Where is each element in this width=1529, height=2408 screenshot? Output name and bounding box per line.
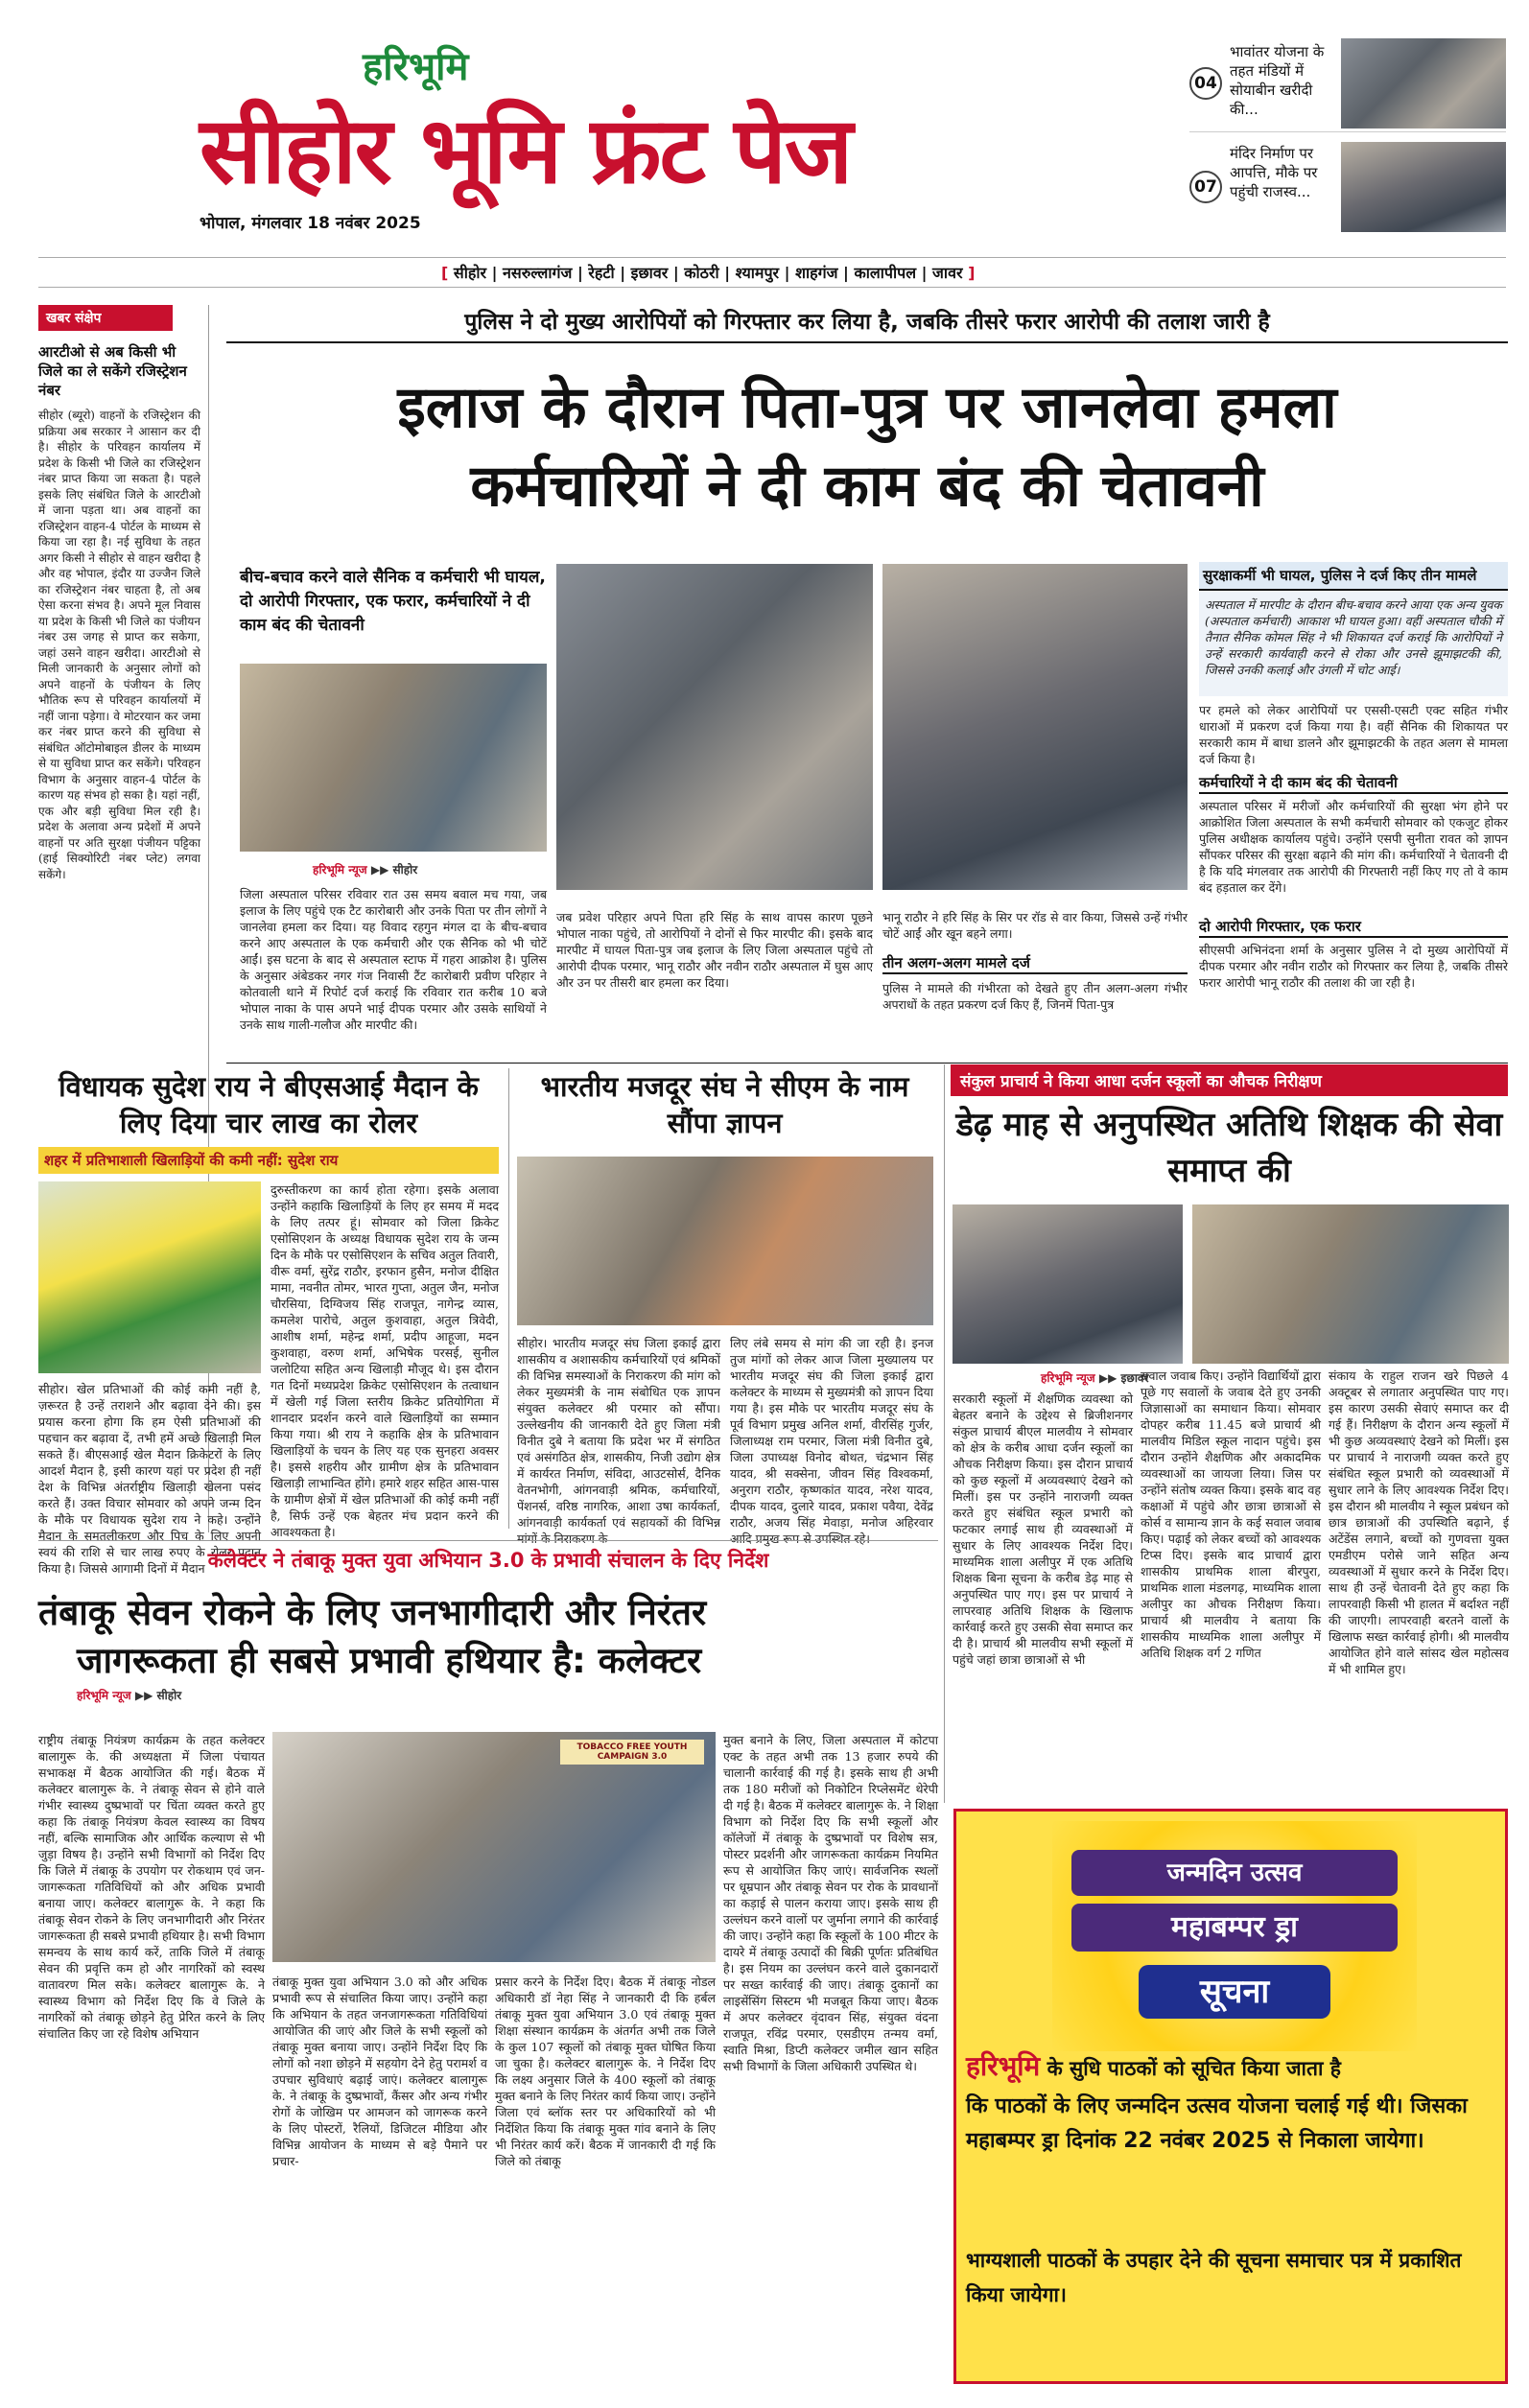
- tobacco-kicker: कलेक्टर ने तंबाकू मुक्त युवा अभियान 3.0 के प्रभावी संचालन के दिए निर्देश: [38, 1540, 938, 1574]
- page-title: सीहोर भूमि फ्रंट पेज: [200, 97, 852, 204]
- lead-kicker: पुलिस ने दो मुख्य आरोपियों को गिरफ्तार कर लिया है, जबकि तीसरे फरार आरोपी की तलाश जारी है: [226, 305, 1508, 343]
- school-banner: संकुल प्राचार्य ने किया आधा दर्जन स्कूलों का औचक निरीक्षण: [951, 1064, 1508, 1096]
- sidebar-subhead: सुरक्षाकर्मी भी घायल, पुलिस ने दर्ज किए तीन मामले: [1199, 562, 1508, 591]
- story-school: [944, 1064, 1508, 1803]
- school-body-1: सरकारी स्कूलों में शैक्षणिक व्यवस्था को बेहतर बनाने के उद्देश्य से ब्रिजीशनगर संकुल प्राचार्य बीएल मालवीय ने सोमवार को क्षेत्र के करीब आधा दर्जन स्कूलों का औचक निरीक्षण किया। इस दौरान प्राचार्य को कुछ स्कूलों में अव्यवस्थाएं देखने को मिलीं। इस पर उन्होंने नाराजगी व्यक्त करते हुए संबंधित स्कूल प्रभारी को फटकार लगाई साथ ही व्यवस्थाओं में सुधार के लिए आवश्यक निर्देश दिए। माध्यमिक शाला अलीपुर में एक अतिथि शिक्षक बिना सूचना के करीब डेढ़ माह से अनुपस्थित पाए गए। इस पर प्राचार्य ने लापरवाह अतिथि शिक्षक के खिलाफ कार्रवाई करते हुए उसकी सेवा समाप्त कर दी है। प्राचार्य श्री मालवीय सभी स्कूलों में पहुंचे जहां छात्रा छात्राओं से भी: [953, 1391, 1133, 1667]
- town-link[interactable]: कालापीपल: [854, 264, 917, 282]
- town-link[interactable]: नसरुल्लागंज: [503, 264, 573, 282]
- notice-body-2: भाग्यशाली पाठकों के उपहार देने की सूचना समाचार पत्र में प्रकाशित किया जायेगा।: [966, 2249, 1462, 2306]
- sidebar-box: अस्पताल में मारपीट के दौरान बीच-बचाव करने आया एक अन्य युवक (अस्पताल कर्मचारी) आकाश भी घायल हुआ। वहीं अस्पताल चौकी में तैनात सैनिक कोमल सिंह ने भी शिकायत दर्ज कराई कि आरोपियों ने उन्हें सरकारी कार्यवाही करने से रोका और उनसे झूमाझटकी की, जिससे उनकी कलाई और उंगली में चोट आई।: [1199, 591, 1508, 696]
- tobacco-body-4: मुक्त बनाने के लिए, जिला अस्पताल में कोटपा एक्ट के तहत अभी तक 13 हजार रुपये की चालानी कार्रवाई की गई है। इसके साथ ही अभी तक 180 मरीजों को निकोटिन रिप्लेसमेंट थेरेपी दी गई है। बैठक में कलेक्टर बालागुरू के. ने शिक्षा विभाग को निर्देश दिए कि सभी स्कूलों और कॉलेजों में तंबाकू के दुष्प्रभावों पर विशेष सत्र, पोस्टर प्रदर्शनी और जागरूकता कार्यक्रम नियमित रूप से आयोजित किए जाएं। सार्वजनिक स्थलों पर धूम्रपान और तंबाकू सेवन पर रोक के प्रावधानों का कड़ाई से पालन कराया जाए। इसके साथ ही उल्लंघन करने वालों पर जुर्माना लगाने की कार्रवाई की जाए। उन्होंने कहा कि स्कूलों के 100 मीटर के दायरे में तंबाकू उत्पादों की बिक्री पूर्णतः प्रतिबंधित है। इस नियम का उल्लंघन करने वाले दुकानदारों पर सख्त कार्रवाई की जाए। तंबाकू दुकानों का लाइसेंसिंग सिस्टम भी मजबूत किया जाए। बैठक में अपर कलेक्टर वृंदावन सिंह, संयुक्त वंदना राजपूत, रविंद्र परमार, एसडीएम तन्मय वर्मा, स्वाति मिश्रा, डिप्टी कलेक्टर जमील खान सहित सभी विभागों के जिला अधिकारी उपस्थित थे।: [723, 1733, 938, 2073]
- tobacco-banner-text: TOBACCO FREE YOUTH CAMPAIGN 3.0: [560, 1740, 704, 1765]
- notice-body: कि पाठकों के लिए जन्मदिन उत्सव योजना चलाई गई थी। जिसका महाबम्पर ड्रा दिनांक 22 नवंबर 2025 से निकाला जायेगा।: [966, 2094, 1468, 2153]
- brief-tag: खबर संक्षेप: [38, 305, 173, 331]
- masthead: [200, 38, 986, 240]
- tobacco-body-2: तंबाकू मुक्त युवा अभियान 3.0 को और अधिक प्रभावी रूप से संचालित किया जाए। उन्होंने कहा कि अभियान के तहत जनजागरूकता गतिविधियां आयोजित की जाएं और जिले के सभी स्कूलों को तंबाकू मुक्त बनाया जाए। उन्होंने निर्देश दिए कि लोगों को नशा छोड़ने में सहयोग देने हेतु परामर्श व उपचार सुविधाएं बढ़ाई जाएं। कलेक्टर बालागुरू के. ने तंबाकू के दुष्प्रभावों, कैंसर और अन्य गंभीर रोगों के जोखिम पर आमजन को जागरूक करने के लिए पोस्टरों, रैलियों, डिजिटल मीडिया और विभिन्न आयोजन के माध्यम से बड़े पैमाने पर प्रचार-: [272, 1975, 487, 2168]
- notice-ad[interactable]: [953, 1809, 1508, 2384]
- lead-headline: इलाज के दौरान पिता-पुत्र पर जानलेवा हमला: [397, 374, 1337, 441]
- sidebar-subhead: कर्मचारियों ने दी काम बंद की चेतावनी: [1199, 773, 1508, 794]
- lead-sidebar: [1199, 562, 1508, 1051]
- bms-photo: [517, 1157, 933, 1325]
- school-body-3: संकाय के राहुल राजन खरे पिछले 4 अक्टूबर से लगातार अनुपस्थित पाए गए। इस कारण उसकी सेवाएं समाप्त कर दी गई हैं। निरीक्षण के दौरान अन्य स्कूलों में भी कुछ अव्यवस्थाएं देखने को मिलीं। इस पर प्राचार्य ने नाराजगी व्यक्त करते हुए संबंधित स्कूल प्रभारी को व्यवस्थाओं में सुधार लाने के लिए आवश्यक निर्देश दिए। इस दौरान श्री मालवीय ने स्कूल प्रबंधन को छात्र छात्राओं की उपस्थिति बढ़ाने, ई अटेंडेंस लगाने, बच्चों को गुणवत्ता युक्त एमडीएम परोसे जाने सहित अन्य व्यवस्थाओं में सुधार करने के निर्देश दिए। साथ ही उन्हें चेतावनी देते हुए कहा कि लापरवाही किसी भी हालत में बर्दाश्त नहीं की जाएगी। लापरवाही बरतने वालों के खिलाफ सख्त कार्रवाई होगी। श्री मालवीय आयोजित होने वाले सांसद खेल महोत्सव में भी शामिल हुए।: [1329, 1368, 1509, 1676]
- town-link[interactable]: श्यामपुर: [735, 264, 780, 282]
- tobacco-credit: हरिभूमि न्यूज ▶▶ सीहोर: [77, 1689, 182, 1702]
- town-link[interactable]: कोठरी: [684, 264, 719, 282]
- teaser-text: मंदिर निर्माण पर आपत्ति, मौके पर पहुंची राजस्व...: [1230, 145, 1318, 200]
- town-link[interactable]: रेहटी: [588, 264, 615, 282]
- dateline: भोपाल, मंगलवार 18 नवंबर 2025: [200, 214, 421, 233]
- tobacco-headline-2: जागरूकता ही सबसे प्रभावी हथियार है: कलेक्टर: [77, 1640, 702, 1681]
- sidebar-para: अस्पताल परिसर में मरीजों और कर्मचारियों की सुरक्षा भंग होने पर आक्रोशित जिला अस्पताल के सभी कर्मचारी सोमवार को एकजुट होकर पुलिस अधीक्षक कार्यालय पहुंचे। उन्होंने एसपी सुनीता रावत को ज्ञापन सौंपकर परिसर की सुरक्षा बढ़ाने की मांग की। कर्मचारियों ने चेतावनी दी है कि यदि मंगलवार तक आरोपी की गिरफ्तारी नहीं किए गए तो वे काम बंद हड़ताल कर देंगे।: [1199, 799, 1508, 895]
- teaser-text: भावांतर योजना के तहत मंडियों में सोयाबीन खरीदी की...: [1230, 43, 1325, 118]
- teaser-photo: [1341, 142, 1506, 232]
- tobacco-headline: तंबाकू सेवन रोकने के लिए जनभागीदारी और निरंतर: [38, 1592, 707, 1633]
- lead-subhead: तीन अलग-अलग मामले दर्ज: [882, 953, 1188, 974]
- bms-body-1: सीहोर। भारतीय मजदूर संघ जिला इकाई द्वारा शासकीय व अशासकीय कर्मचारियों एवं श्रमिकों की विभिन्न समस्याओं के निराकरण की मांग को लेकर मुख्यमंत्री के नाम संबोधित एक ज्ञापन संयुक्त कलेक्टर श्री परमार को सौंपा। उल्लेखनीय की जानकारी देते हुए जिला मंत्री विनीत दुबे ने बताया कि प्रदेश भर में संगठित एवं असंगठित क्षेत्र, शासकीय, निजी उद्योग क्षेत्र में कार्यरत निर्माण, संविदा, आउटसोर्स, दैनिक वेतनभोगी, आंगनवाड़ी श्रमिक, कर्मचारियों, पेंशनर्स, वरिष्ठ नागरिक, आशा उषा कार्यकर्ता, आंगनवाड़ी कार्यकर्ता एवं सहायकों की विभिन्न मांगों के निराकरण के: [517, 1336, 720, 1546]
- lead-body-col-2: जब प्रवेश परिहार अपने पिता हरि सिंह के साथ वापस कारण पूछने भोपाल नाका पहुंचे, तो आरोपियों ने दोनों से फिर मारपीट की। इसके बाद मारपीट में घायल पिता-पुत्र जब इलाज के लिए जिला अस्पताल पहुंचे तो आरोपी दीपक परमार, भानू राठौर और नवीन राठौर अस्पताल में घुस आए और उन पर तीसरी बार हमला कर दिया।: [556, 910, 873, 990]
- school-photo-1: [953, 1204, 1183, 1364]
- brief-body: सीहोर (ब्यूरो) वाहनों के रजिस्ट्रेशन की प्रक्रिया अब सरकार ने आसान कर दी है। सीहोर के परिवहन कार्यालय में प्रदेश के किसी भी जिले का रजिस्ट्रेशन नंबर प्राप्त किया जा सकता है। पहले इसके लिए संबंधित जिले के आरटीओ में जाना पड़ता था। अब वाहनों का रजिस्ट्रेशन वाहन-4 पोर्टल के माध्यम से किया जा रहा है। नई सुविधा के तहत अगर किसी ने सीहोर से वाहन खरीदा है और वह भोपाल, इंदौर या उज्जैन जिले का रजिस्ट्रेशन नंबर चाहता है, तो अब ऐसा करना संभव है। अपने मूल निवास या प्रदेश के किसी भी जिले का पंजीयन नंबर उस जगह से प्राप्त कर सकेगा, जहां उसने वाहन खरीदा। आरटीओ से मिली जानकारी के अनुसार लोगों को अपने वाहनों के पंजीयन के लिए भौतिक रूप से परिवहन कार्यालयों में नहीं जाना पड़ेगा। वे मोटरयान कर जमा कर नंबर प्राप्त करने की सुविधा से संबंधित ऑटोमोबाइल डीलर के माध्यम से या सुविधा प्राप्त कर सकेंगे। परिवहन विभाग के अनुसार वाहन-4 पोर्टल के कारण यह संभव हो सका है। यहां नहीं, एक और बड़ी सुविधा मिल रही है। प्रदेश के अलावा अन्य प्रदेशों में अपने वाहनों पर अति सुरक्षा पंजीयन पट्टिका (हाई सिक्योरिटी नंबर प्लेट) लगवा सकेंगे।: [38, 409, 200, 881]
- sidebar-subhead: दो आरोपी गिरफ्तार, एक फरार: [1199, 917, 1508, 938]
- notice-brand: हरिभूमि: [966, 2050, 1041, 2082]
- town-link[interactable]: जावर: [932, 264, 963, 282]
- lead-photo-police: [882, 564, 1188, 890]
- story-bms: [508, 1068, 934, 1546]
- brand-logo: हरिभूमि: [363, 45, 469, 89]
- lead-body-col-1: जिला अस्पताल परिसर रविवार रात उस समय बवाल मच गया, जब इलाज के लिए पहुंचे एक टैट कारोबारी और उनके पिता पर तीन लोगों ने जानलेवा हमला कर दिया। यह विवाद रहगुन मंगल दा के बीच-बचाव करने आए अस्पताल के एक कर्मचारी और एक सैनिक को भी चोटें आईं। इस घटना के बाद से अस्पताल स्टाफ में गहरा आक्रोश है। पुलिस के अनुसार अंबेडकर नगर गंज निवासी टैंट कारोबारी प्रवीण परिहार ने कोतवाली थाने में रिपोर्ट दर्ज कराई कि रविवार रात करीब 10 बजे भोपाल नाका के पास अपने भाई दीपक परमार और उसके साथियों ने उनके साथ गाली-गलौज और मारपीट की।: [240, 887, 547, 1032]
- lead-photo-protest: [240, 664, 547, 852]
- notice-title: जन्मदिन उत्सव: [1071, 1850, 1398, 1896]
- roller-strap: शहर में प्रतिभाशाली खिलाड़ियों की कमी नहीं: सुदेश राय: [38, 1147, 499, 1174]
- school-body-2: सवाल जवाब किए। उन्होंने विद्यार्थियों द्वारा पूछे गए सवालों के जवाब देते हुए उनकी जिज्ञासाओं का समाधान किया। सोमवार दोपहर करीब 11.45 बजे प्राचार्य श्री मालवीय मिडिल स्कूल नादान पहुंचे। इस दौरान उन्होंने शैक्षणिक और अकादमिक व्यवस्थाओं का जायजा लिया। जिस पर उन्होंने संतोष व्यक्त किया। इसके बाद वह कक्षाओं में पहुंचे और छात्रा छात्राओं से कोर्स व सामान्य ज्ञान के कई सवाल जवाब किए। पढ़ाई को लेकर बच्चों को आवश्यक टिप्स दिए। इसके बाद प्राचार्य द्वारा शासकीय प्राथमिक शाला बीरपुरा, प्राथमिक शाला मंडलगढ़, माध्यमिक शाला अलीपुर का औचक निरीक्षण किया। प्राचार्य श्री मालवीय ने बताया कि शासकीय माध्यमिक शाला अलीपुर में अतिथि शिक्षक वर्ग 2 गणित: [1141, 1368, 1321, 1660]
- school-photo-2: [1192, 1204, 1509, 1364]
- lead-headline-2: कर्मचारियों ने दी काम बंद की चेतावनी: [470, 453, 1264, 520]
- tobacco-body-1: राष्ट्रीय तंबाकू नियंत्रण कार्यक्रम के तहत कलेक्टर बालागुरू के. की अध्यक्षता में जिला पंचायत सभाकक्ष में बैठक आयोजित की गई। बैठक में कलेक्टर बालागुरू के. ने तंबाकू सेवन से होने वाले गंभीर स्वास्थ्य दुष्प्रभावों पर चिंता व्यक्त करते हुए कहा कि तंबाकू नियंत्रण केवल स्वास्थ्य का विषय नहीं, बल्कि सामाजिक और आर्थिक कल्याण से भी जुड़ा विषय है। उन्होंने सभी विभागों को निर्देश दिए कि जिले में तंबाकू के उपयोग पर रोकथाम एवं जन-जागरूकता गतिविधियों को और अधिक प्रभावी बनाया जाए। कलेक्टर बालागुरू के. ने कहा कि तंबाकू सेवन रोकने के लिए जनभागीदारी और निरंतर जागरूकता ही सबसे प्रभावी हथियार है। सभी विभाग समन्वय के साथ कार्य करें, ताकि जिले में तंबाकू सेवन की प्रवृत्ति कम हो और नागरिकों को स्वस्थ वातावरण मिल सके। कलेक्टर बालागुरू के. ने स्वास्थ्य विभाग को निर्देश दिए कि वे जिले के नागरिकों को तंबाकू छोड़ने हेतु प्रेरित करने के लिए संचालित किए जा रहे विशेष अभियान: [38, 1733, 265, 2041]
- town-link[interactable]: इछावर: [630, 264, 669, 282]
- town-nav: [ सीहोर | नसरुल्लागंज | रेहटी | इछावर | कोठरी | श्यामपुर | शाहगंज | कालापीपल | जावर ]: [38, 257, 1506, 288]
- school-credit: हरिभूमि न्यूज ▶▶ इछावर: [1041, 1371, 1149, 1385]
- bms-headline: भारतीय मजदूर संघ ने सीएम के नाम सौंपा ज्ञापन: [540, 1070, 909, 1139]
- lead-body-col-3: भानू राठौर ने हरि सिंह के सिर पर रॉड से वार किया, जिससे उन्हें गंभीर चोटें आईं और खून बहने लगा।: [882, 910, 1188, 941]
- teaser-item[interactable]: [1189, 36, 1506, 132]
- lead-body-col-3b: पुलिस ने मामले की गंभीरता को देखते हुए तीन अलग-अलग गंभीर अपराधों के तहत प्रकरण दर्ज किए हैं, जिनमें पिता-पुत्र: [882, 981, 1188, 1012]
- teaser-item[interactable]: [1189, 140, 1506, 236]
- story-tobacco: [38, 1540, 938, 2384]
- notice-line-text: के सुधि पाठकों को सूचित किया जाता है: [1047, 2057, 1341, 2080]
- town-link[interactable]: सीहोर: [453, 264, 487, 282]
- brief-title: आरटीओ से अब किसी भी जिले का ले सकेंगे रजिस्ट्रेशन नंबर: [38, 343, 187, 399]
- lead-deck: बीच-बचाव करने वाले सैनिक व कर्मचारी भी घायल, दो आरोपी गिरफ्तार, एक फरार, कर्मचारियों ने दी काम बंद की चेतावनी: [240, 568, 546, 635]
- town-link[interactable]: शाहगंज: [795, 264, 838, 282]
- roller-headline: विधायक सुदेश राय ने बीएसआई मैदान के लिए दिया चार लाख का रोलर: [59, 1070, 479, 1139]
- lead-photo-attack: [556, 564, 873, 890]
- tobacco-photo: [272, 1732, 716, 1962]
- lead-credit: हरिभूमि न्यूज ▶▶ सीहोर: [313, 863, 418, 877]
- roller-body-1: सीहोर। खेल प्रतिभाओं की कोई कमी नहीं है, ज़रूरत है उन्हें तराशने और बढ़ावा देने की। इस प्रयास करना होगा कि हम ऐसी प्रतिभाओं की पहचान कर बढ़ावा दें, तभी हमें अच्छे खिलाड़ी मिल सकते हैं। बीएसआई खेल मैदान क्रिकेटरों के लिए आदर्श मैदान है, इसी कारण यहां पर प्रदेश ही नहीं देश के विभिन्न अंतर्राष्ट्रीय खिलाड़ी खेलना पसंद करते हैं। उक्त विचार सोमवार को अपने जन्म दिन के मौके पर विधायक सुदेश राय ने कहे। उन्होंने मैदान के समतलीकरण और पिच के लिए अपनी स्वयं की राशि से चार लाख रुपए के रोलर प्रदान किया है। जिससे आगामी दिनों में मैदान: [38, 1382, 261, 1576]
- teaser-list: [1189, 36, 1506, 247]
- roller-photo: [38, 1181, 261, 1373]
- school-headline: डेढ़ माह से अनुपस्थित अतिथि शिक्षक की सेवा समाप्त की: [955, 1106, 1503, 1190]
- sidebar-para: पर हमले को लेकर आरोपियों पर एससी-एसटी एक्ट सहित गंभीर धाराओं में प्रकरण दर्ज किया गया है। वहीं सैनिक की शिकायत पर सरकारी काम में बाधा डालने और झूमाझटकी के तहत अलग से मामला दर्ज किया है।: [1199, 703, 1508, 766]
- notice-line: [966, 2047, 1501, 2084]
- teaser-number: 07: [1189, 171, 1222, 203]
- notice-subtitle: महाबम्पर ड्रा: [1071, 1904, 1398, 1952]
- bms-body-2: लिए लंबे समय से मांग की जा रही है। इनज तुज मांगों को लेकर आज जिला मुख्यालय पर भारतीय मजदूर संघ की जिला इकाई द्वारा कलेक्टर के माध्यम से मुख्यमंत्री को ज्ञापन दिया गया है। इस मौके पर भारतीय मजदूर संघ के पूर्व विभाग प्रमुख अनिल शर्मा, वीरसिंह गुर्जर, जिलाध्यक्ष राम परमार, जिला मंत्री विनीत दुबे, जिला उपाध्यक्ष विनोद बोथत, चंद्रभान सिंह यादव, श्री सक्सेना, जीवन सिंह विश्वकर्मा, अनुराग राठौर, कृष्णकांत यादव, नरेश यादव, दीपक यादव, दुलारे यादव, प्रकाश पवैया, देवेंद्र राठौर, अजय सिंह मेवाड़ा, मनोज अहिरवार आदि प्रमुख रूप से उपस्थित रहे।: [730, 1336, 933, 1546]
- notice-label: सूचना: [1139, 1965, 1330, 2019]
- tobacco-body-3: प्रसार करने के निर्देश दिए। बैठक में तंबाकू नोडल अधिकारी डॉ नेहा सिंह ने जानकारी दी कि हर्बल तंबाकू मुक्त युवा अभियान 3.0 एवं तंबाकू मुक्त शिक्षा संस्थान कार्यक्रम के अंतर्गत अभी तक जिले के कुल 107 स्कूलों को तंबाकू मुक्त घोषित किया जा चुका है। कलेक्टर बालागुरू के. ने निर्देश दिए कि लक्ष्य अनुसार जिले के 400 स्कूलों को तंबाकू मुक्त बनाने के लिए निरंतर कार्य किया जाए। उन्होंने जिला एवं ब्लॉक स्तर पर अधिकारियों को भी निर्देशित किया कि तंबाकू मुक्त गांव बनाने के लिए भी निरंतर कार्य करें। बैठक में जानकारी दी गई कि जिले को तंबाकू: [495, 1975, 716, 2168]
- teaser-photo: [1341, 38, 1506, 129]
- teaser-number: 04: [1189, 67, 1222, 100]
- roller-body-2: दुरुस्तीकरण का कार्य होता रहेगा। इसके अलावा उन्होंने कहाकि खिलाड़ियों के लिए हर समय में मदद के लिए तत्पर हूं। सोमवार को जिला क्रिकेट एसोसिएशन के अध्यक्ष विधायक सुदेश राय के जन्म दिन के मौके पर एसोसिएशन के सचिव अतुल तिवारी, वीरू वर्मा, सुरेंद्र राठौर, इरफान हुसैन, मनोज दीक्षित मामा, नवनीत तोमर, भारत गुप्ता, अतुल जैन, मनोज चौरसिया, दिग्विजय सिंह राजपूत, नागेन्द्र व्यास, कमलेश पारोचे, अतुल कुशवाहा, अतुल त्रिवेदी, आशीष शर्मा, महेन्द्र शर्मा, प्रदीप आहूजा, मदन कुशवाहा, वरुण शर्मा, अभिषेक परसई, सुनील जलोटिया सहित अन्य खिलाड़ी मौजूद थे। इस दौरान गत दिनों मध्यप्रदेश क्रिकेट एसोसिएशन के तत्वाधान में खेली गई जिला स्तरीय क्रिकेट प्रतियोगिता में शानदार प्रदर्शन करने वाले खिलाड़ियों का सम्मान किया गया। श्री राय ने कहाकि क्षेत्र के प्रतिभावान खिलाड़ियों के चयन के लिए यह एक सुनहरा अवसर है। इससे शहरीय और ग्रामीण क्षेत्र के प्रतिभावान खिलाड़ी लाभान्वित होंगे। हमारे शहर सहित आस-पास के ग्रामीण क्षेत्रों में खेल प्रतिभाओं की कोई कमी नहीं है, सिर्फ उन्हें एक बेहतर मंच प्रदान करने की आवश्यकता है।: [271, 1182, 499, 1539]
- sidebar-para: सीएसपी अभिनंदना शर्मा के अनुसार पुलिस ने दो मुख्य आरोपियों में दीपक परमार और नवीन राठौर को गिरफ्तार कर लिया है, जबकि तीसरे फरार आरोपी भानू राठौर की तलाश की जा रही है।: [1199, 943, 1508, 990]
